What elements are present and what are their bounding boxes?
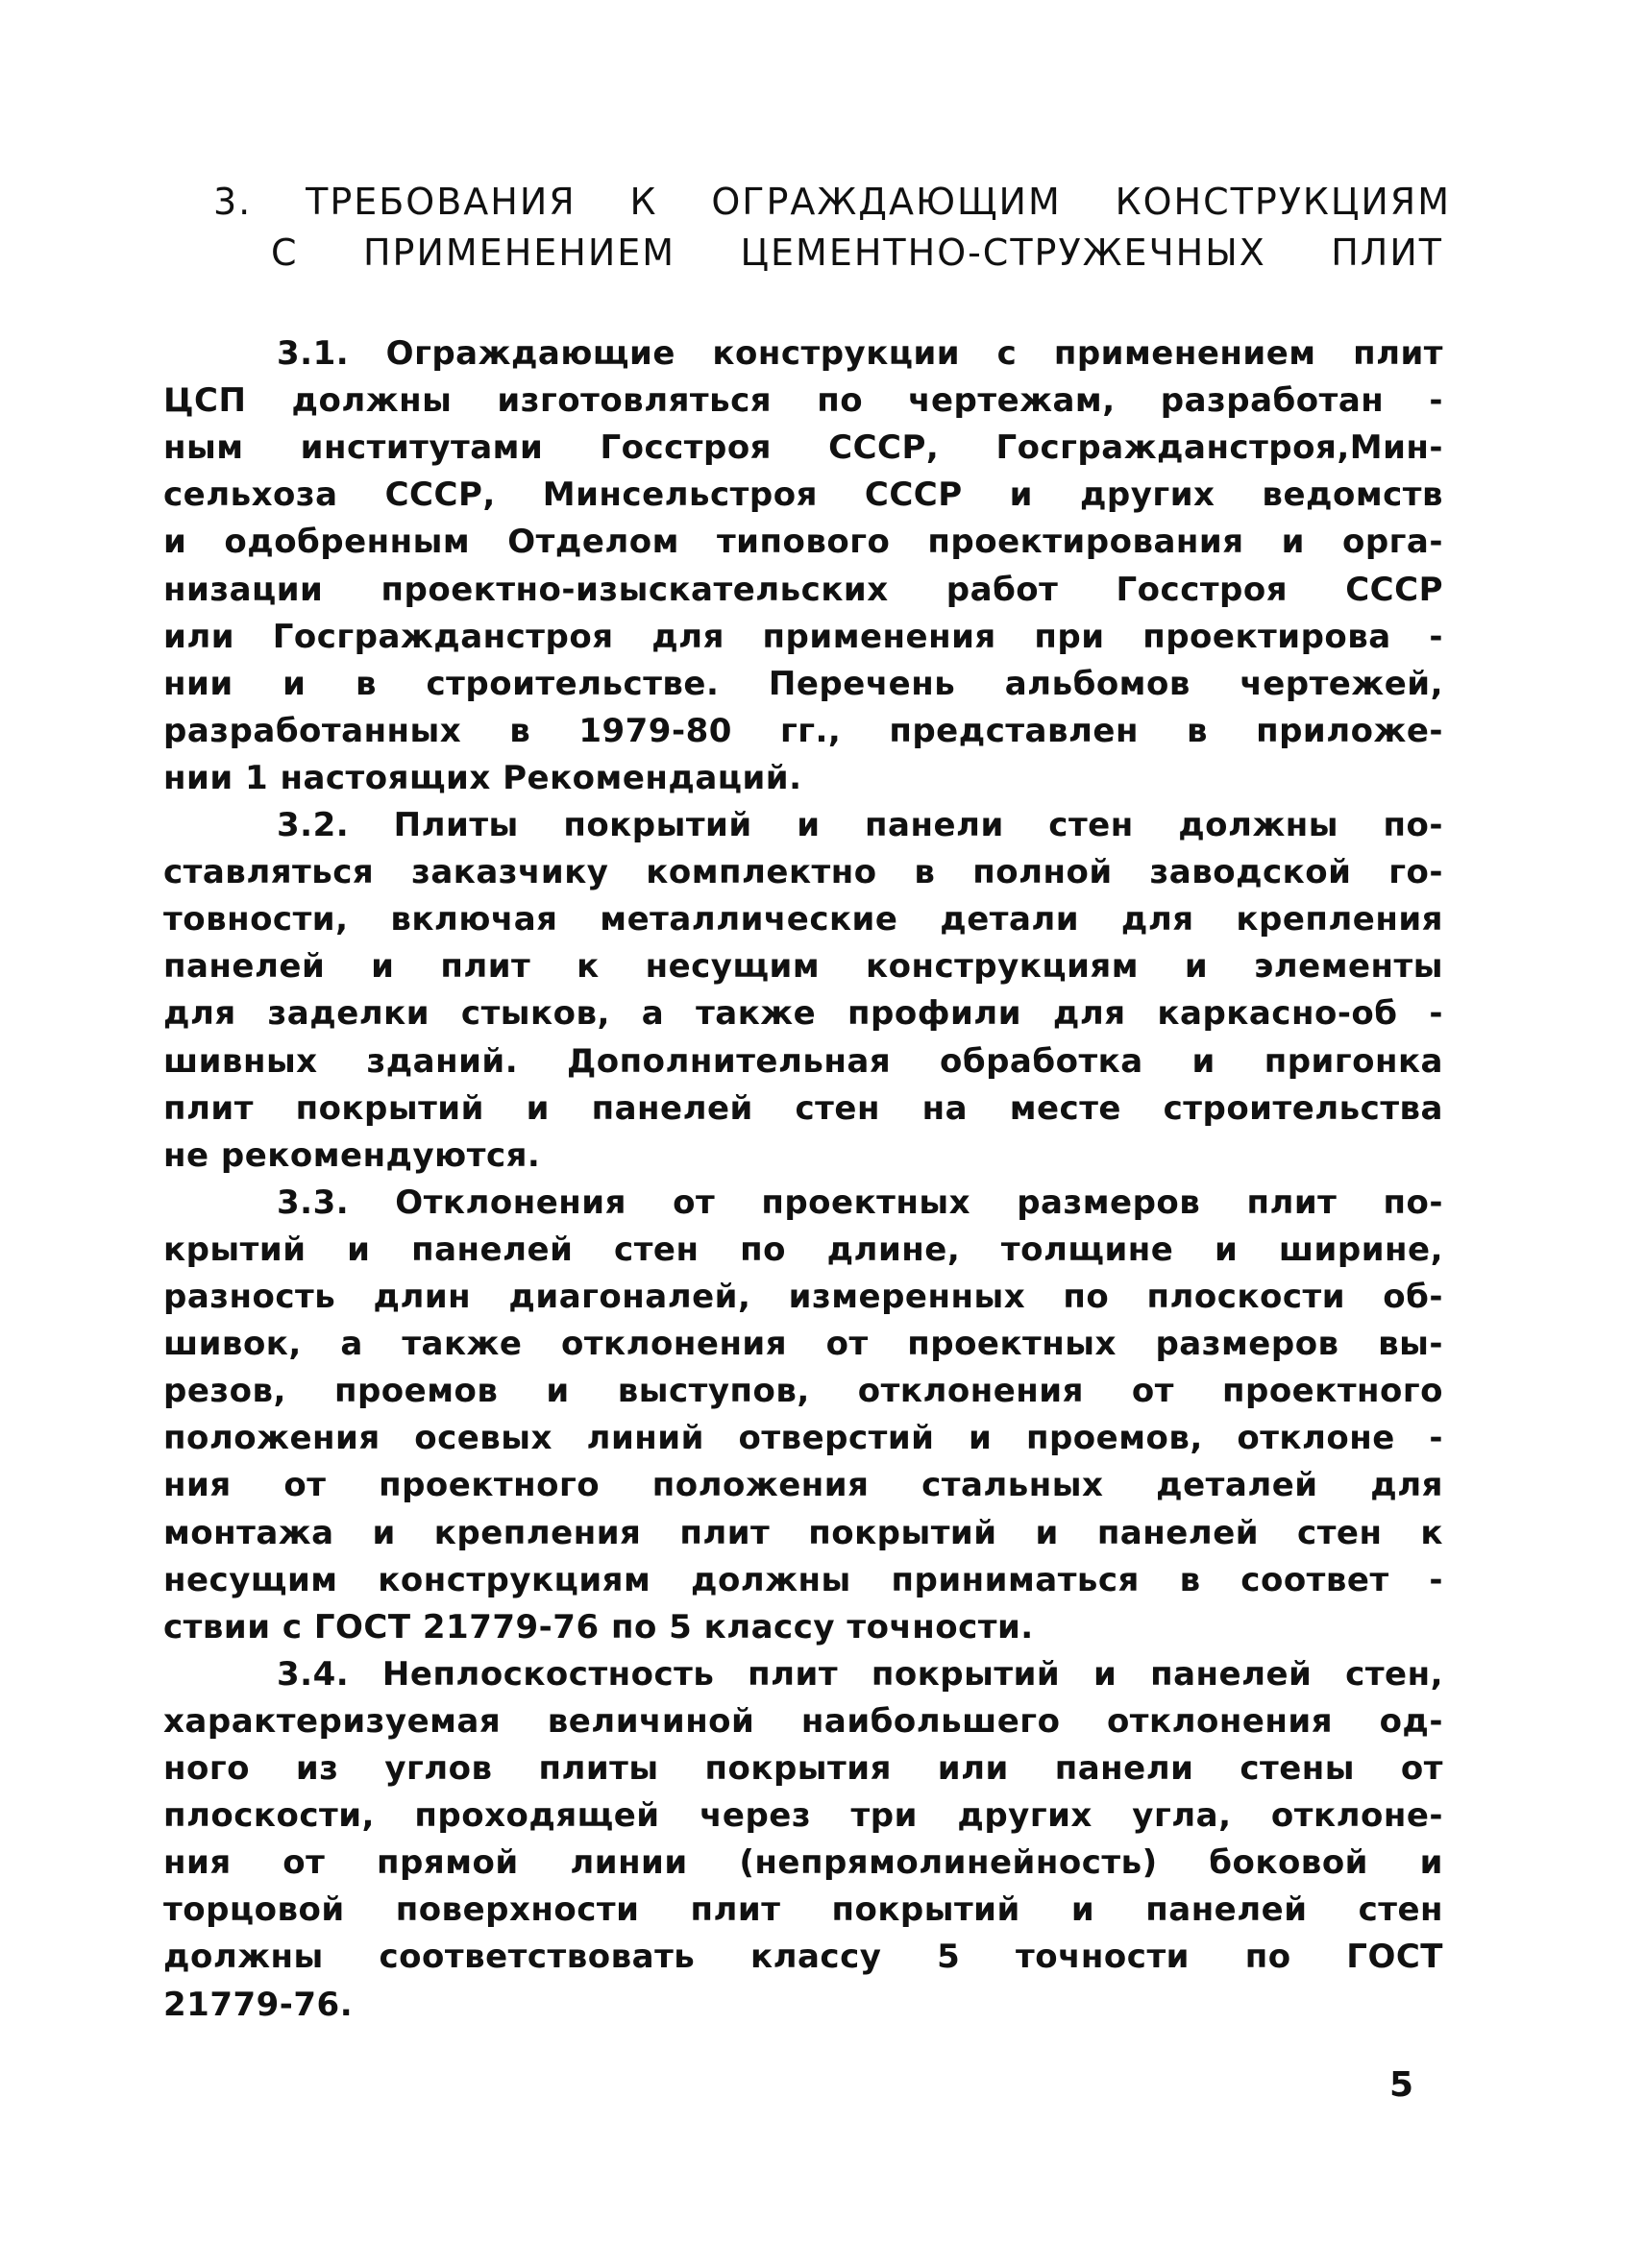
paragraph-1-line: разработанных в 1979-80 гг., представлен в приложе- [163, 711, 1443, 750]
paragraph-3-line: разность длин диагоналей, измеренных по плоскости об- [163, 1278, 1443, 1316]
paragraph-2-line: ставляться заказчику комплектно в полной заводской го- [163, 853, 1443, 892]
paragraph-1-line: 3.1. Ограждающие конструкции с применением плит [277, 334, 1443, 373]
paragraph-1-line: низации проектно-изыскательских работ Госстроя СССР [163, 570, 1443, 609]
section-title-line-2: С ПРИМЕНЕНИЕМ ЦЕМЕНТНО-СТРУЖЕЧНЫХ ПЛИТ [271, 232, 1443, 274]
paragraph-4-line: ного из углов плиты покрытия или панели стены от [163, 1749, 1443, 1788]
paragraph-3-line: положения осевых линий отверстий и проемов, отклоне - [163, 1419, 1443, 1458]
paragraph-4-line: 3.4. Неплоскостность плит покрытий и панелей стен, [277, 1654, 1443, 1694]
paragraph-2-line: 3.2. Плиты покрытий и панели стен должны по- [277, 806, 1443, 844]
paragraph-4-line: должны соответствовать классу 5 точности по ГОСТ [163, 1938, 1443, 1977]
paragraph-1-line: ЦСП должны изготовляться по чертежам, разработан - [163, 381, 1443, 421]
section-title-line-1: 3. ТРЕБОВАНИЯ К ОГРАЖДАЮЩИМ КОНСТРУКЦИЯМ [213, 181, 1451, 223]
paragraph-1-line: ным институтами Госстроя СССР, Госгражданстроя,Мин- [163, 428, 1443, 468]
paragraph-3-line: несущим конструкциям должны приниматься в соответ - [163, 1560, 1443, 1599]
page-number: 5 [1389, 2065, 1414, 2105]
paragraph-1-line: сельхоза СССР, Минсельстроя СССР и других ведомств [163, 476, 1443, 515]
paragraph-1-line: нии и в строительстве. Перечень альбомов чертежей, [163, 664, 1443, 703]
paragraph-2-line: товности, включая металлические детали для крепления [163, 900, 1443, 939]
paragraph-2-line: панелей и плит к несущим конструкциям и элементы [163, 947, 1443, 987]
paragraph-3-line: резов, проемов и выступов, отклонения от проектного [163, 1372, 1443, 1411]
paragraph-2-line: не рекомендуются. [163, 1135, 541, 1175]
paragraph-3-line: крытий и панелей стен по длине, толщине и ширине, [163, 1230, 1443, 1269]
paragraph-3-line: ствии с ГОСТ 21779-76 по 5 классу точности. [163, 1607, 1034, 1646]
paragraph-3-line: 3.3. Отклонения от проектных размеров плит по- [277, 1183, 1443, 1222]
paragraph-2-line: шивных зданий. Дополнительная обработка и пригонка [163, 1041, 1443, 1081]
paragraph-4-line: 21779-76. [163, 1985, 354, 2024]
paragraph-2-line: плит покрытий и панелей стен на месте строительства [163, 1088, 1443, 1128]
paragraph-4-line: характеризуемая величиной наибольшего отклонения од- [163, 1701, 1443, 1741]
paragraph-3-line: ния от проектного положения стальных деталей для [163, 1466, 1443, 1505]
paragraph-1-line: или Госгражданстроя для применения при проектирова - [163, 617, 1443, 656]
paragraph-4-line: плоскости, проходящей через три других угла, отклоне- [163, 1796, 1443, 1836]
paragraph-1-line: и одобренным Отделом типового проектирования и орга- [163, 523, 1443, 562]
paragraph-3-line: монтажа и крепления плит покрытий и панелей стен к [163, 1513, 1443, 1552]
paragraph-4-line: торцовой поверхности плит покрытий и панелей стен [163, 1890, 1443, 1930]
paragraph-4-line: ния от прямой линии (непрямолинейность) боковой и [163, 1843, 1443, 1883]
paragraph-2-line: для заделки стыков, а также профили для каркасно-об - [163, 994, 1443, 1034]
paragraph-1-line: нии 1 настоящих Рекомендаций. [163, 758, 802, 797]
paragraph-3-line: шивок, а также отклонения от проектных размеров вы- [163, 1325, 1443, 1364]
